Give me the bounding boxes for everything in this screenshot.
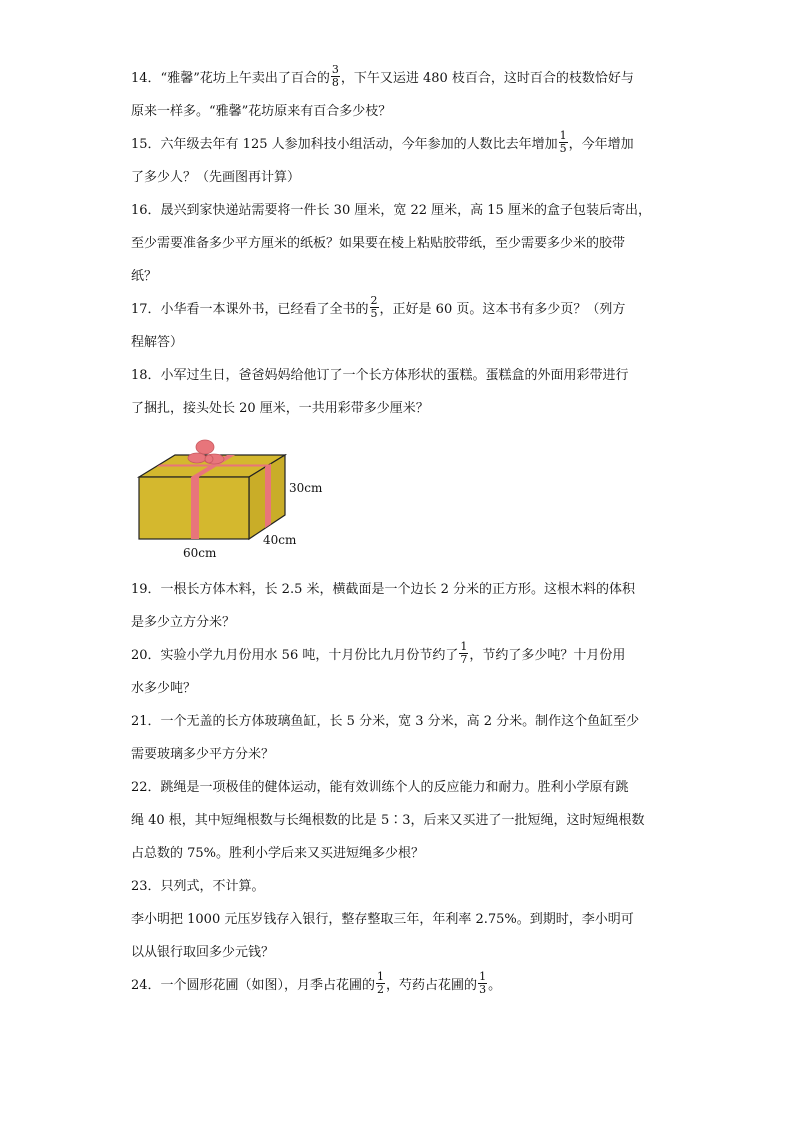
gift-box-figure [131,429,671,567]
q14-line2: 原来一样多。“雅馨”花坊原来有百合多少枝？ [131,104,392,119]
ribbon-right-vertical [265,464,271,529]
q14-text-a: 14．“雅馨”花坊上午卖出了百合的 [131,71,330,86]
q15-text-b: ，今年增加 [568,137,634,152]
q17-text-b: ，正好是 60 页。这本书有多少页？（列方 [379,302,626,317]
q24-text-a: 24．一个圆形花圃（如图），月季占花圃的 [131,978,376,993]
q24-text-b: ，芍药占花圃的 [386,978,478,993]
q22-line1: 22．跳绳是一项极佳的健体运动，能有效训练个人的反应能力和耐力。胜利小学原有跳 [131,780,629,795]
q18-line2: 了捆扎，接头处长 20 厘米，一共用彩带多少厘米？ [131,401,429,416]
ribbon-front-vertical [191,477,199,539]
q23-line1: 23．只列式，不计算。 [131,879,265,894]
gift-box-drawing [131,429,331,567]
q20-line1 [131,639,671,672]
q24-line1 [131,969,671,1002]
q24-fraction-rose [376,971,385,996]
worksheet [131,62,671,1002]
q24-fraction-peony-numerator: 1 [479,970,487,983]
q15-line1 [131,128,671,161]
box-depth-label: 40cm [263,533,297,547]
q15-fraction [559,130,568,155]
q14-fraction-numerator: 3 [331,63,339,76]
q20-text-b: ，节约了多少吨？十月份用 [469,648,626,663]
q16-line3: 纸？ [131,269,158,284]
q23-line2: 李小明把 1000 元压岁钱存入银行，整存整取三年，年利率 2.75%。到期时，李小明可 [131,912,634,927]
q20-text-a: 20．实验小学九月份用水 56 吨，十月份比九月份节约了 [131,648,459,663]
q18-line1: 18．小军过生日，爸爸妈妈给他订了一个长方体形状的蛋糕。蛋糕盒的外面用彩带进行 [131,368,629,383]
q14-text-b: ，下午又运进 480 枝百合，这时百合的枝数恰好与 [340,71,634,86]
q23-line3: 以从银行取回多少元钱？ [131,945,275,960]
q15-fraction-numerator: 1 [559,129,567,142]
q19-line1: 19．一根长方体木料，长 2.5 米，横截面是一个边长 2 分米的正方形。这根木料的体积 [131,582,636,597]
q15-line2: 了多少人？（先画图再计算） [131,170,301,185]
q16-line2: 至少需要准备多少平方厘米的纸板？如果要在棱上粘贴胶带纸，至少需要多少米的胶带 [131,236,626,251]
ribbon-bow [188,440,224,464]
q17-text-a: 17．小华看一本课外书，已经看了全书的 [131,302,369,317]
box-height-label: 30cm [289,481,323,495]
q17-fraction [370,295,379,320]
q24-fraction-rose-numerator: 1 [377,970,385,983]
q22-line3: 占总数的 75%。胜利小学后来又买进短绳多少根？ [131,846,425,861]
q17-line1 [131,293,671,326]
q16-line1: 16．晟兴到家快递站需要将一件长 30 厘米，宽 22 厘米，高 15 厘米的盒子包装后寄出， [131,203,651,218]
q24-fraction-peony-denominator: 3 [479,983,487,996]
q22-line2: 绳 40 根，其中短绳根数与长绳根数的比是 5∶3，后来又买进了一批短绳，这时短绳根数 [131,813,645,828]
box-length-label: 60cm [183,546,217,560]
q20-line2: 水多少吨？ [131,681,197,696]
q14-fraction-denominator: 8 [331,76,339,89]
q14-fraction [331,64,340,89]
q20-fraction-denominator: 7 [460,653,468,666]
q24-fraction-rose-denominator: 2 [377,983,385,996]
q21-line2: 需要玻璃多少平方分米？ [131,747,275,762]
q21-line1: 21．一个无盖的长方体玻璃鱼缸，长 5 分米，宽 3 分米，高 2 分米。制作这个鱼缸至少 [131,714,640,729]
q14-line1 [131,62,671,95]
q15-fraction-denominator: 5 [559,142,567,155]
q15-text-a: 15．六年级去年有 125 人参加科技小组活动，今年参加的人数比去年增加 [131,137,558,152]
q24-text-c: 。 [488,978,502,993]
q19-line2: 是多少立方分米？ [131,615,236,630]
q17-fraction-denominator: 5 [370,307,378,320]
q20-fraction-numerator: 1 [460,640,468,653]
q24-fraction-peony [478,971,487,996]
q20-fraction [459,641,468,666]
q17-fraction-numerator: 2 [370,294,378,307]
q17-line2: 程解答） [131,335,184,350]
